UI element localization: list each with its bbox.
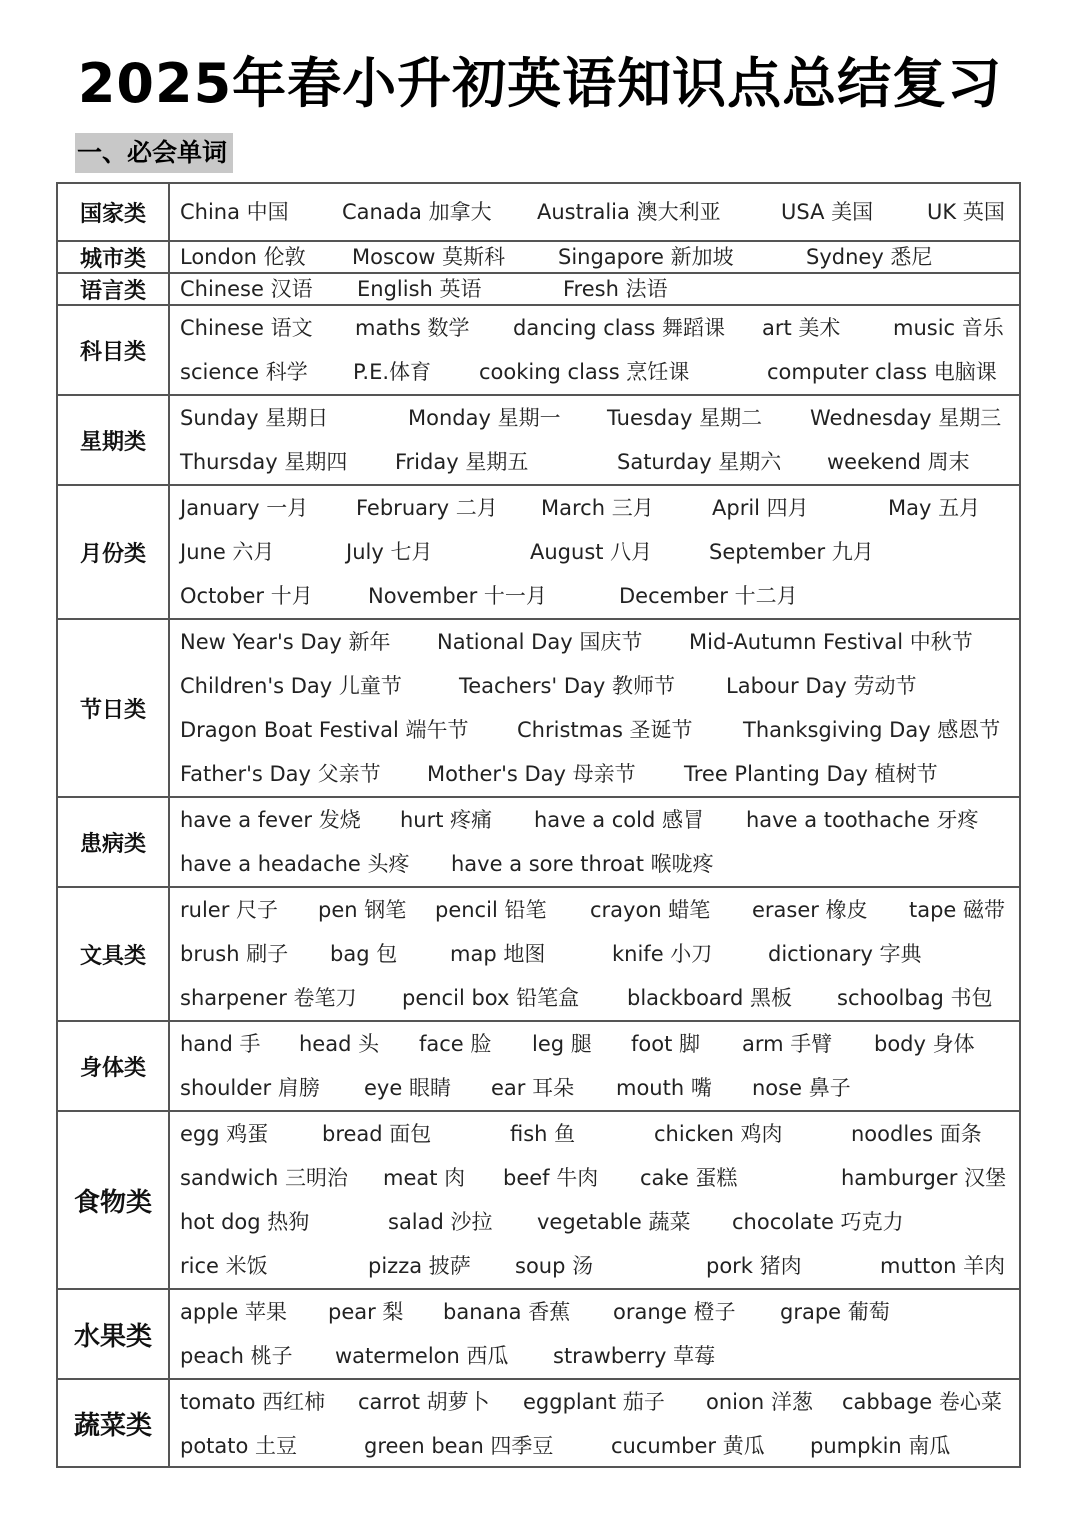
vocab-word: Chinese 语文 <box>180 316 313 340</box>
vocab-word: USA 美国 <box>781 200 874 224</box>
vocab-word: beef 牛肉 <box>503 1166 599 1190</box>
vocab-word: Christmas 圣诞节 <box>517 718 693 742</box>
vocab-word: orange 橙子 <box>613 1300 736 1324</box>
vocab-word: Dragon Boat Festival 端午节 <box>180 718 469 742</box>
vocab-word: mouth 嘴 <box>616 1076 712 1100</box>
vocab-word: tape 磁带 <box>909 898 1006 922</box>
vocab-word: pencil box 铅笔盒 <box>402 986 580 1010</box>
vocab-word: hamburger 汉堡 <box>841 1166 1007 1190</box>
vocab-word: dancing class 舞蹈课 <box>513 316 726 340</box>
vocab-word: Mother's Day 母亲节 <box>427 762 636 786</box>
vocab-word: maths 数学 <box>355 316 470 340</box>
vocab-word: grape 葡萄 <box>780 1300 890 1324</box>
vocab-word: English 英语 <box>357 277 482 301</box>
vocab-word: Wednesday 星期三 <box>810 406 1002 430</box>
vocab-word: eye 眼睛 <box>364 1076 451 1100</box>
category-label: 科目类 <box>58 306 170 394</box>
vocab-word: cooking class 烹饪课 <box>479 360 690 384</box>
vocab-word: Friday 星期五 <box>395 450 529 474</box>
vocab-word: brush 刷子 <box>180 942 289 966</box>
category-label: 水果类 <box>58 1290 170 1378</box>
vocab-word: blackboard 黑板 <box>627 986 793 1010</box>
vocab-word: chocolate 巧克力 <box>732 1210 904 1234</box>
vocab-word: computer class 电脑课 <box>767 360 997 384</box>
vocabulary-table <box>56 182 1021 1468</box>
category-row-fruits <box>56 1288 1021 1378</box>
vocab-word: pen 钢笔 <box>318 898 407 922</box>
vocab-word: Sydney 悉尼 <box>806 245 933 269</box>
vocab-word: National Day 国庆节 <box>437 630 643 654</box>
category-label: 蔬菜类 <box>58 1380 170 1466</box>
category-label: 星期类 <box>58 396 170 484</box>
category-label: 国家类 <box>58 184 170 240</box>
category-label: 身体类 <box>58 1022 170 1110</box>
vocab-word: science 科学 <box>180 360 308 384</box>
vocab-word: UK 英国 <box>927 200 1005 224</box>
category-row-subjects <box>56 304 1021 394</box>
vocab-word: noodles 面条 <box>851 1122 982 1146</box>
vocab-word: Monday 星期一 <box>408 406 561 430</box>
vocab-word: meat 肉 <box>383 1166 466 1190</box>
vocab-word: have a fever 发烧 <box>180 808 361 832</box>
vocab-word: Tree Planting Day 植树节 <box>684 762 938 786</box>
category-row-illness <box>56 796 1021 886</box>
category-row-body <box>56 1020 1021 1110</box>
vocab-word: P.E.体育 <box>353 360 432 384</box>
vocab-word: music 音乐 <box>893 316 1004 340</box>
vocab-word: banana 香蕉 <box>443 1300 571 1324</box>
vocab-word: head 头 <box>299 1032 380 1056</box>
vocab-word: New Year's Day 新年 <box>180 630 391 654</box>
vocab-word: schoolbag 书包 <box>837 986 993 1010</box>
vocab-word: August 八月 <box>530 540 653 564</box>
vocab-word: have a headache 头疼 <box>180 852 410 876</box>
vocab-word: Mid-Autumn Festival 中秋节 <box>689 630 973 654</box>
vocab-word: Sunday 星期日 <box>180 406 329 430</box>
vocab-word: pizza 披萨 <box>368 1254 471 1278</box>
vocab-word: have a sore throat 喉咙疼 <box>451 852 714 876</box>
vocab-word: Chinese 汉语 <box>180 277 313 301</box>
vocab-word: mutton 羊肉 <box>880 1254 1006 1278</box>
vocab-word: onion 洋葱 <box>706 1390 813 1414</box>
vocab-word: China 中国 <box>180 200 289 224</box>
section-heading: 一、必会单词 <box>75 133 233 173</box>
vocab-word: ruler 尺子 <box>180 898 279 922</box>
vocab-word: vegetable 蔬菜 <box>537 1210 691 1234</box>
vocab-word: Canada 加拿大 <box>342 200 492 224</box>
vocab-word: foot 脚 <box>631 1032 700 1056</box>
vocab-word: eggplant 茄子 <box>523 1390 665 1414</box>
vocab-word: London 伦敦 <box>180 245 306 269</box>
vocab-word: November 十一月 <box>368 584 547 608</box>
vocab-word: Saturday 星期六 <box>617 450 782 474</box>
page-title: 2025年春小升初英语知识点总结复习 <box>77 52 1003 115</box>
vocab-word: Thursday 星期四 <box>180 450 348 474</box>
vocab-word: June 六月 <box>180 540 275 564</box>
vocab-word: Thanksgiving Day 感恩节 <box>743 718 1001 742</box>
vocab-word: salad 沙拉 <box>388 1210 493 1234</box>
vocab-word: Children's Day 儿童节 <box>180 674 402 698</box>
vocab-word: Father's Day 父亲节 <box>180 762 381 786</box>
vocab-word: October 十月 <box>180 584 313 608</box>
vocab-word: eraser 橡皮 <box>752 898 868 922</box>
vocab-word: weekend 周末 <box>827 450 970 474</box>
vocab-word: art 美术 <box>762 316 841 340</box>
vocab-word: cake 蛋糕 <box>640 1166 738 1190</box>
vocab-word: Fresh 法语 <box>563 277 668 301</box>
vocab-word: Singapore 新加坡 <box>558 245 734 269</box>
vocab-word: egg 鸡蛋 <box>180 1122 269 1146</box>
vocab-word: sharpener 卷笔刀 <box>180 986 357 1010</box>
category-row-festivals <box>56 618 1021 796</box>
vocab-word: have a cold 感冒 <box>534 808 704 832</box>
vocab-word: September 九月 <box>709 540 874 564</box>
vocab-word: Tuesday 星期二 <box>607 406 763 430</box>
vocab-word: have a toothache 牙疼 <box>746 808 979 832</box>
category-row-countries <box>56 182 1021 240</box>
vocab-word: dictionary 字典 <box>768 942 922 966</box>
vocab-word: Australia 澳大利亚 <box>537 200 721 224</box>
vocab-word: green bean 四季豆 <box>364 1434 554 1458</box>
vocab-word: January 一月 <box>180 496 309 520</box>
category-row-languages <box>56 272 1021 304</box>
category-label: 月份类 <box>58 486 170 618</box>
category-row-months <box>56 484 1021 618</box>
vocab-word: pumpkin 南瓜 <box>810 1434 951 1458</box>
vocab-word: bread 面包 <box>322 1122 432 1146</box>
category-row-vegetables <box>56 1378 1021 1468</box>
vocab-word: fish 鱼 <box>510 1122 576 1146</box>
vocab-word: tomato 西红柿 <box>180 1390 326 1414</box>
vocab-word: July 七月 <box>346 540 433 564</box>
category-label: 语言类 <box>58 274 170 304</box>
vocab-word: cabbage 卷心菜 <box>842 1390 1002 1414</box>
vocab-word: March 三月 <box>541 496 654 520</box>
vocab-word: Labour Day 劳动节 <box>726 674 917 698</box>
category-label: 城市类 <box>58 242 170 272</box>
vocab-word: carrot 胡萝卜 <box>358 1390 490 1414</box>
vocab-word: knife 小刀 <box>612 942 713 966</box>
vocab-word: hand 手 <box>180 1032 261 1056</box>
vocab-word: cucumber 黄瓜 <box>611 1434 765 1458</box>
category-row-stationery <box>56 886 1021 1020</box>
category-label: 文具类 <box>58 888 170 1020</box>
vocab-word: pencil 铅笔 <box>435 898 547 922</box>
vocab-word: sandwich 三明治 <box>180 1166 348 1190</box>
vocab-word: soup 汤 <box>515 1254 594 1278</box>
vocab-word: May 五月 <box>888 496 981 520</box>
vocab-word: bag 包 <box>330 942 398 966</box>
category-label: 食物类 <box>58 1112 170 1288</box>
vocab-word: potato 土豆 <box>180 1434 298 1458</box>
vocab-word: face 脸 <box>419 1032 492 1056</box>
vocab-word: crayon 蜡笔 <box>590 898 711 922</box>
vocab-word: body 身体 <box>874 1032 975 1056</box>
vocab-word: April 四月 <box>712 496 809 520</box>
vocab-word: hurt 疼痛 <box>400 808 493 832</box>
vocab-word: chicken 鸡肉 <box>654 1122 783 1146</box>
vocab-word: watermelon 西瓜 <box>335 1344 509 1368</box>
vocab-word: Teachers' Day 教师节 <box>459 674 675 698</box>
vocab-word: arm 手臂 <box>742 1032 833 1056</box>
vocab-word: strawberry 草莓 <box>553 1344 716 1368</box>
vocab-word: nose 鼻子 <box>752 1076 851 1100</box>
vocab-word: pear 梨 <box>328 1300 404 1324</box>
category-row-weekdays <box>56 394 1021 484</box>
vocab-word: shoulder 肩膀 <box>180 1076 320 1100</box>
vocab-word: apple 苹果 <box>180 1300 287 1324</box>
vocab-word: hot dog 热狗 <box>180 1210 310 1234</box>
vocab-word: rice 米饭 <box>180 1254 268 1278</box>
vocab-word: February 二月 <box>356 496 498 520</box>
vocab-word: Moscow 莫斯科 <box>352 245 506 269</box>
vocab-word: leg 腿 <box>532 1032 592 1056</box>
category-label: 患病类 <box>58 798 170 886</box>
vocab-word: peach 桃子 <box>180 1344 293 1368</box>
vocab-word: pork 猪肉 <box>706 1254 802 1278</box>
vocab-word: December 十二月 <box>619 584 798 608</box>
vocab-word: ear 耳朵 <box>491 1076 575 1100</box>
category-label: 节日类 <box>58 620 170 796</box>
category-row-food <box>56 1110 1021 1288</box>
vocab-word: map 地图 <box>450 942 546 966</box>
category-row-cities <box>56 240 1021 272</box>
